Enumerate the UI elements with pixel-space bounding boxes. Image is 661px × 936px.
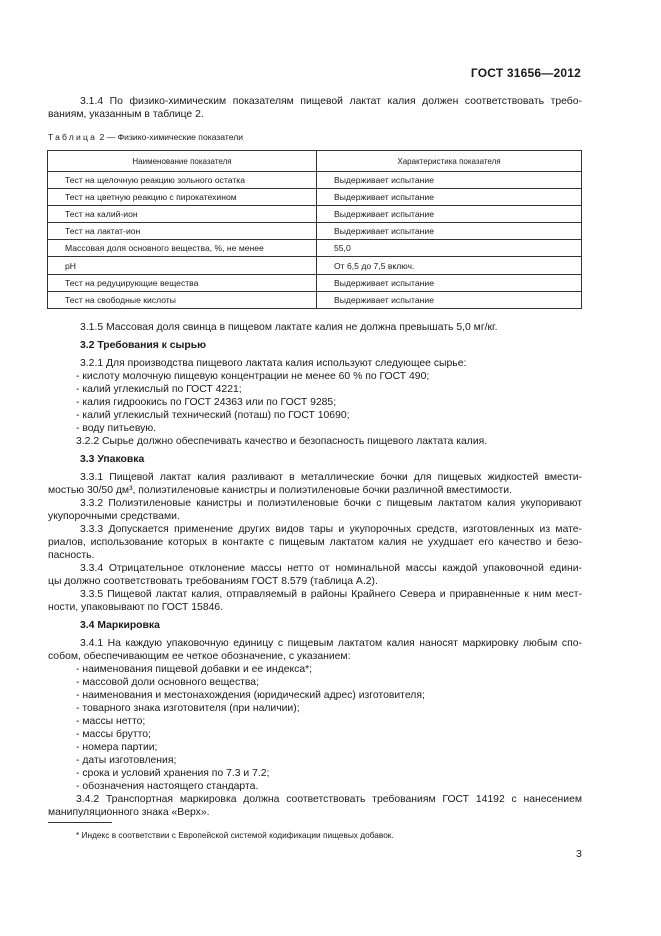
row-value: Выдерживает испытание [317,189,582,206]
table-caption-word: Таблица [48,132,98,142]
list-item: - воду питьевую. [76,423,156,434]
table-row [48,291,582,308]
paragraph-3-3-3-line2: риалов, использование которых в контакте с пищевым лактатом калия не ухудшает его качество и безо- [48,537,582,548]
paragraph-3-4-1-line2: собом, обеспечивающим ее четкое обозначение, с указанием: [48,651,351,662]
row-value: Выдерживает испытание [317,223,582,240]
row-value: От 6,5 до 7,5 включ. [317,257,582,274]
paragraph-3-1-5: 3.1.5 Массовая доля свинца в пищевом лактате калия не должна превышать 5,0 мг/кг. [80,322,498,333]
row-name: Тест на щелочную реакцию зольного остатка [48,172,317,189]
paragraph-3-3-5-line2: ности, упаковывают по ГОСТ 15846. [48,602,224,613]
paragraph-3-3-5-line1: 3.3.5 Пищевой лактат калия, отправляемый в районы Крайнего Севера и приравненные к ним мест- [80,589,582,600]
row-name: Тест на свободные кислоты [48,291,317,308]
col-header-name: Наименование показателя [48,151,317,172]
list-item: - даты изготовления; [76,755,177,766]
list-item: - массы нетто; [76,716,146,727]
col-header-value: Характеристика показателя [317,151,582,172]
table-row [48,240,582,257]
paragraph-3-1-4-line1: 3.1.4 По физико-химическим показателям пищевой лактат калия должен соответствовать требо- [80,96,582,107]
paragraph-3-4-1-line1: 3.4.1 На каждую упаковочную единицу с пищевым лактатом калия наносят маркировку любым спо- [80,638,582,649]
paragraph-3-4-2-line2: манипуляционного знака «Верх». [48,807,210,818]
list-item: - калий углекислый по ГОСТ 4221; [76,384,242,395]
paragraph-3-3-1-line1: 3.3.1 Пищевой лактат калия разливают в металлические бочки для пищевых жидкостей вмести- [80,472,582,483]
list-item: - товарного знака изготовителя (при наличии); [76,703,300,714]
table-row [48,189,582,206]
row-value: Выдерживает испытание [317,206,582,223]
paragraph-3-3-4-line1: 3.3.4 Отрицательное отклонение массы нетто от номинальной массы каждой упаковочной едини- [80,563,582,574]
row-name: Массовая доля основного вещества, %, не менее [48,240,317,257]
row-value: 55,0 [317,240,582,257]
list-item: - номера партии; [76,742,158,753]
page-number: 3 [576,849,582,860]
list-item: - наименования пищевой добавки и ее индекса*; [76,664,313,675]
paragraph-3-3-3-line1: 3.3.3 Допускается применение других видов тары и укупорочных средств, изготовленных из мате- [80,524,582,535]
paragraph-3-4-2-line1: 3.4.2 Транспортная маркировка должна соответствовать требованиям ГОСТ 14192 с нанесением [76,794,582,805]
list-item: - калий углекислый технический (поташ) по ГОСТ 10690; [76,410,350,421]
row-value: Выдерживает испытание [317,172,582,189]
section-3-4-heading: 3.4 Маркировка [80,620,160,631]
row-value: Выдерживает испытание [317,274,582,291]
paragraph-3-3-2-line1: 3.3.2 Полиэтиленовые канистры и полиэтиленовые бочки с пищевым лактатом калия укупоривают [80,498,582,509]
section-3-2-heading: 3.2 Требования к сырью [80,340,207,351]
row-name: Тест на редуцирующие вещества [48,274,317,291]
paragraph-3-2-2: 3.2.2 Сырье должно обеспечивать качество и безопасность пищевого лактата калия. [76,436,488,447]
row-name: Тест на калий-ион [48,206,317,223]
list-item: - обозначения настоящего стандарта. [76,781,259,792]
table-header-row [48,151,582,172]
table-row [48,257,582,274]
row-value: Выдерживает испытание [317,291,582,308]
table-caption-title: 2 — Физико-химические показатели [99,132,244,142]
table-row [48,206,582,223]
paragraph-3-1-4-line2: ваниям, указанным в таблице 2. [48,109,204,120]
footnote-divider [48,822,112,823]
list-item: - калия гидроокись по ГОСТ 24363 или по ГОСТ 9285; [76,397,337,408]
list-item: - кислоту молочную пищевую концентрации не менее 60 % по ГОСТ 490; [76,371,430,382]
paragraph-3-3-1-line2: мостью 30/50 дм³, полиэтиленовые канистры и полиэтиленовые бочки различной вместимости. [48,485,512,496]
standard-number: ГОСТ 31656—2012 [470,66,581,80]
list-item: - наименования и местонахождения (юридический адрес) изготовителя; [76,690,425,701]
footnote: * Индекс в соответствии с Европейской системой кодификации пищевых добавок. [76,830,394,840]
list-item: - массы брутто; [76,729,151,740]
table-row [48,172,582,189]
paragraph-3-3-4-line2: цы должно соответствовать требованиям ГОСТ 8.579 (таблица А.2). [48,576,378,587]
table-caption [48,132,243,142]
row-name: Тест на цветную реакцию с пирокатехином [48,189,317,206]
row-name: Тест на лактат-ион [48,223,317,240]
table-row [48,223,582,240]
section-3-3-heading: 3.3 Упаковка [80,454,145,465]
row-name: pH [48,257,317,274]
table-row [48,274,582,291]
physchem-table [47,150,582,309]
paragraph-3-3-3-line3: пасность. [48,550,95,561]
list-item: - срока и условий хранения по 7.3 и 7.2; [76,768,270,779]
paragraph-3-2-1: 3.2.1 Для производства пищевого лактата калия используют следующее сырье: [80,358,467,369]
list-item: - массовой доли основного вещества; [76,677,259,688]
paragraph-3-3-2-line2: укупорочными средствами. [48,511,180,522]
